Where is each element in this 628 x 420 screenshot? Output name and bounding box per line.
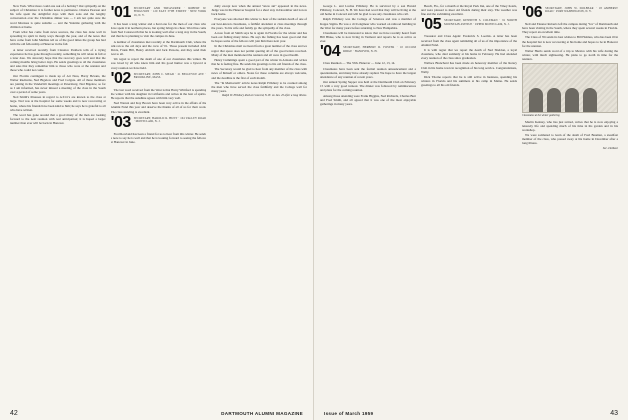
- class-year-heading: [320, 45, 416, 59]
- column-paragraph: The Class of '06 sends its best wishes to Bill Holmes, who has been ill in the hospital but is now recovering at his home and hopes to be in Hanover for the reunion.: [522, 35, 618, 48]
- class-year-heading: [111, 6, 207, 20]
- class-year-number: '03: [110, 113, 131, 131]
- right-column-3: [522, 4, 618, 400]
- column-paragraph: A note from Al Smith says he is again in Florida for the winter and has been out fishing many times. He says the fishing has been good and that he hopes some of the fellows will join him there next year.: [211, 30, 308, 44]
- issue-date: Issue of March 1959: [324, 411, 374, 416]
- left-column-2: [111, 4, 207, 400]
- class-secretary-info: SECRETARY, JOHN W. DOLBEAR · 18 AMHERST ROAD · PORT WASHINGTON, N. Y.: [545, 7, 618, 14]
- column-paragraph: Ned Warren and Kay Brown have been very active in the affairs of the Alumni Fund this year and deserve the thanks of all of us for their work. The class standing is excellent.: [110, 101, 207, 114]
- column-paragraph: Walter Harris sends word of a trip to Mexico with his wife during the winter, with much sightseeing. He plans to go north in time for the reunion.: [522, 48, 618, 62]
- column-paragraph: Neil and Eleanor Roberts left the campus during "Ice" of Dartmouth and have been visiting in the South, where they spent several weeks in Florida. They report an excellent time.: [522, 22, 618, 35]
- class-secretary-info: SECRETARY, HERBERT D. FOSTER · 10 OCCOM RIDGE · HANOVER, N. H.: [343, 46, 416, 53]
- column-paragraph: We were saddened to learn of the death of Fred Beaman, a steadfast member of the class, who passed away at his home in December after a long illness.: [522, 133, 618, 146]
- column-paragraph: Among those attending were Frank Higgins, Ned Richards, Charles Burt and Fred Smith, and all agreed that it was one of the most enjoyable gatherings in many years.: [320, 93, 416, 106]
- left-page-footer: [10, 410, 303, 417]
- column-paragraph: Ned Smith's illnesses in regard to A.T.O.'s are known to the class at large. Ned was at the hospital for some weeks and is now recovering at home, where his friends have been kind to him; he says he is grateful to all who have written.: [10, 95, 106, 112]
- column-paragraph: Ralph Pillsbury was the College of Sciences and was a member of Kappa Sigma. He was a civil engineer who worked on railroad building in the West for many years before returning to New Hampshire.: [320, 17, 416, 30]
- photo-figure: [565, 88, 579, 112]
- column-paragraph: Treasurer and Class Agent: Frederick S. Loomis. A letter has been received from the class agent reminding all of us of the importance of the Alumni Fund.: [421, 34, 517, 47]
- column-paragraph: It has been a long winter and a hard one for the men of our class who have spent it in northern places, but spring brings its cheer. Word has come from Ned Colesworth that he is looking well after a long stay in the South, and that he is planning to visit the campus in June.: [110, 22, 207, 39]
- column-paragraph: New York. What more could one ask of a holiday? Our sympathy on the subject of Christmas: it is further news is pertinence. Charles Pearson and his wife spent the delightful days with their sons and the lengthy conversation over the Christmas dinner was — I am not quite sure the word hilarious is quite suitable — and the Yuletide gathering with the children at home.: [10, 4, 106, 29]
- column-paragraph: The last word received from the West is that Harry Whitford is spending the winter with his daughter in California and writes in the best of spirits. He reports that the sunshine agrees with him very well.: [110, 87, 207, 101]
- column-paragraph: The "In Memoriam" article notes Ralph Pillsbury to be counted among the men who have served the class faithfully and the College well for many years.: [211, 80, 308, 93]
- photo-figure: [529, 88, 543, 112]
- column-paragraph: Everyone was shocked this winter to hear of the sudden death of one of our best-known classmates, a faithful attendant at class meetings through the years. To his wife and family go the sympathy of the class.: [211, 17, 308, 30]
- class-year-number: '01: [110, 4, 131, 21]
- right-columns: [320, 4, 618, 400]
- photo-caption: Classmates at the winter gathering: [522, 114, 560, 118]
- class-secretary-info: SECRETARY, KENNETH S. COLEMAN · 91 NORTH MOUNTAIN AVENUE · UPPER MONTCLAIR, N. J.: [444, 19, 517, 26]
- column-paragraph: A letter received recently from Clarence Paddock tells of a trying experience he has gone through recently, something he will relate in full at a later date. We sincerely hope that the recovery goes well and that the coming months bring better days. He sends greetings to all the classmates and asks that they remember him to those who were at the reunion and those who could not come.: [10, 47, 106, 73]
- photo-figure: [547, 88, 561, 112]
- class-year-number: '05: [421, 16, 442, 34]
- left-page-number: 42: [10, 410, 18, 417]
- column-paragraph: Martin Kenney, who has just retired, writes that he is now enjoying a leisurely life and spending much of his time in his garden and in his workshop.: [522, 119, 618, 133]
- right-page-number: 43: [610, 410, 618, 417]
- column-paragraph: Classmates have been sent the formal reunion announcement and a questionnaire, and many have already replied. We hope to have the largest attendance of any reunion of recent years.: [320, 66, 416, 79]
- column-paragraph: Classmates will be interested to know that we have recently heard from Bill Blake, who is now living in Vermont and reports he is as active as ever.: [320, 30, 416, 44]
- class-year-heading: [110, 69, 207, 87]
- magazine-title: DARTMOUTH ALUMNI MAGAZINE: [221, 411, 303, 416]
- class-year-heading: [522, 6, 618, 20]
- column-paragraph: From what has come from news sources, the class has done well in spreading its spirit in many ways through the year, and of the notes that have come from John Mathias tell us of the good times the group has had with the old fellowship at Hanover in the fall.: [10, 29, 106, 47]
- right-page-footer: [324, 410, 618, 417]
- class-secretary-info: SECRETARY, JOHN C. MEAD · 21 BELLEVUE AVE · BROOKLINE, MASS.: [133, 72, 207, 80]
- class-year-number: '04: [320, 43, 341, 61]
- column-paragraph: The Secretary would be glad to hear from any member of the class with news of himself or others. Notes for these columns are always welcome, and the deadline is the first of each month.: [211, 67, 308, 80]
- class-year-number: '06: [522, 4, 543, 21]
- class-secretary-info: SECRETARY, HAROLD R. HUNT · 104 VALLEY ROAD · MONTCLAIR, N. J.: [133, 116, 207, 124]
- column-paragraph: Our Florida contingent is made up of Art Ness, Harry Bevans, the Walter Raeburns, Ned Bigelow and Fred Colgate. All of these members are joining in the Vanderbilt meetings at Petersburg. Ned Bigelow, so far as I am informed, has never missed a meeting of the class in the South over a period of some years.: [10, 73, 106, 95]
- class-year-number: '02: [110, 69, 131, 87]
- class-year-heading: [110, 113, 207, 131]
- column-paragraph: daily except now when the annual "snow ski" appeared in the news. Judge was in the Hanover hospital for a short stay in December and is now back home.: [211, 4, 308, 17]
- photo-figure: [583, 88, 597, 112]
- class-photo: [522, 63, 618, 113]
- signoff-note: Ralph W. Pillsbury died at Concord, N. H. on Jan. 25 after a long illness.: [222, 93, 308, 98]
- class-year-heading: [421, 18, 517, 32]
- left-columns: [10, 4, 307, 400]
- left-column-3: [211, 4, 307, 400]
- column-paragraph: Wallace Blanchard has been made an honorary member of the Rotary Club in his home town in recognition of his long service. Congratulations, Wally.: [421, 61, 517, 74]
- right-column-2: [421, 4, 517, 400]
- right-page: [314, 0, 628, 420]
- left-column-1: [10, 4, 106, 400]
- column-paragraph: Beach, Fla., for a month at the Royal Park Inn, one of the Vinoy hotels, and were pleased to meet old friends during their stay. The weather was fine and the swimming excellent.: [421, 4, 517, 17]
- column-paragraph: Class Reunion — The 55th. Hanover — June 12, 13, 14.: [323, 61, 396, 66]
- column-paragraph: Our annual Spring Supper was held at the Dartmouth Club on February 15 with a very good turnout. The dinner was followed by reminiscences and plans for the coming reunion.: [320, 80, 416, 93]
- class-secretary-info: SECRETARY AND TREASURER · ROBERT W. FERGUSON · 129 EAST 37TH STREET · NEW YORK 16, N. Y.: [133, 7, 207, 17]
- column-paragraph: In the Christmas mail we heard from a great number of the class and we regret that space does not permit quoting all of the good letters received. Many of the men mentioned the reunion and all were in good health.: [211, 44, 308, 57]
- right-column-1: [320, 4, 416, 400]
- column-paragraph: Fred Rowland has been a friend for us to hear from this winter. He sends a note to say he is well and that he is looking forward to seeing the fellows at Hanover in June.: [110, 131, 207, 144]
- column-paragraph: Dick Thorne reports that he is still active in business, spending his winters in Florida and his summers at his camp in Maine. He sends greetings to all his old friends.: [421, 74, 517, 88]
- signoff-note: Sec. Dolbear: [602, 145, 618, 150]
- column-paragraph: George L. and Lucine Pillsbury. He is survived by a son Harold Pillsbury, Concord, N. H. We have had word that they will be living at the old home in Concord and will be glad to see any classmates who call.: [320, 4, 416, 17]
- column-paragraph: Henry Cummings spent a good part of the winter in Arizona and writes that he is feeling fine. He sends his greetings to his old friends of the class.: [211, 57, 308, 67]
- column-paragraph: The word has gone around that a good many of the men are looking forward to the next reunion with real anticipation; it is hoped a larger number than ever will be back in Hanover.: [10, 112, 106, 126]
- column-paragraph: We regret to report the death of one of our classmates this winter. He was loved by all who knew him and his good humor was a byword at every reunion we have held.: [110, 57, 207, 70]
- column-paragraph: A number of classmates met recently at the Dartmouth Club, where the talk ran to the old days and the crew of '01. Those present included John Davis, Frank Hill, Henry Aldrich and Jack Parsons, and they send their best to all.: [110, 39, 207, 57]
- column-paragraph: It is with regret that we report the death of Ned Sheldon, a loyal classmate, who died suddenly at his home in February. He had attended every reunion of the class since graduation.: [421, 47, 517, 61]
